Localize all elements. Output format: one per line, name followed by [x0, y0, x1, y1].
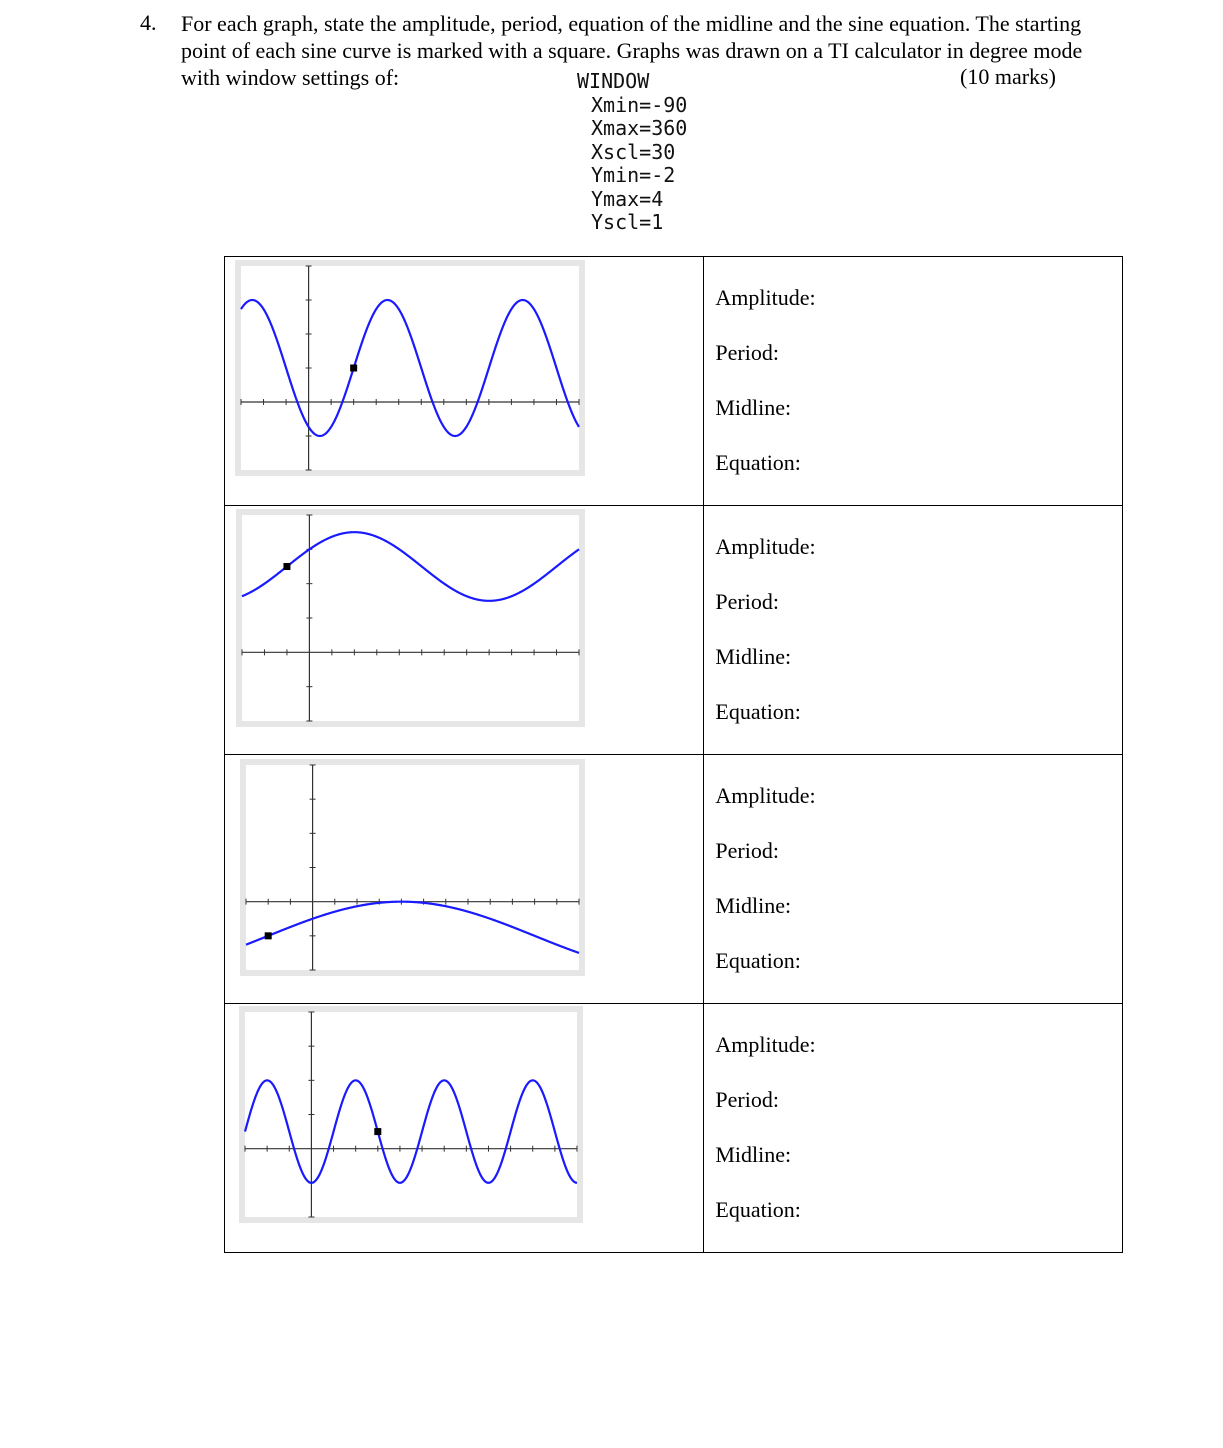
- question-text: For each graph, state the amplitude, period, equation of the midline and the sine equation. The starting point of each sine curve is marked with a square. Graphs was drawn on a TI calculator in degree mode with window settings of:: [181, 11, 1083, 90]
- midline-label: Midline:: [715, 644, 792, 669]
- window-line-ymax: Ymax=4: [591, 186, 664, 211]
- start-point-marker: [265, 932, 272, 939]
- equation-label: Equation:: [715, 948, 801, 973]
- marks-label: (10 marks): [960, 64, 1056, 89]
- calculator-screen: [240, 759, 585, 976]
- graph-cell: [225, 257, 704, 506]
- equation-label: Equation:: [715, 1197, 801, 1222]
- sine-curve: [246, 902, 579, 953]
- equation-label: Equation:: [715, 450, 801, 475]
- midline-label: Midline:: [715, 1142, 792, 1167]
- sine-graph-4: [239, 1006, 583, 1223]
- sine-graph-3: [240, 759, 585, 976]
- table-row: [225, 257, 1123, 506]
- question-number: 4.: [140, 10, 157, 35]
- amplitude-label: Amplitude:: [715, 285, 816, 310]
- period-label: Period:: [715, 838, 779, 863]
- sine-graph-2: [236, 509, 585, 727]
- answer-cell: [704, 1004, 1123, 1253]
- period-label: Period:: [715, 589, 779, 614]
- amplitude-label: Amplitude:: [715, 783, 816, 808]
- window-title: WINDOW: [577, 69, 650, 93]
- amplitude-label: Amplitude:: [715, 1032, 816, 1057]
- window-line-xmin: Xmin=-90: [591, 92, 688, 117]
- amplitude-label: Amplitude:: [715, 534, 816, 559]
- window-settings: [577, 70, 687, 235]
- answer-cell: [704, 257, 1123, 506]
- graph-cell: [225, 506, 704, 755]
- start-point-marker: [350, 365, 357, 372]
- window-line-xscl: Xscl=30: [591, 139, 676, 164]
- table-row: [225, 1004, 1123, 1253]
- graph-cell: [225, 1004, 704, 1253]
- start-point-marker: [283, 563, 290, 570]
- answer-cell: [704, 755, 1123, 1004]
- calculator-screen: [239, 1006, 583, 1223]
- sine-curve: [241, 300, 579, 436]
- sine-graph-1: [235, 260, 585, 476]
- start-point-marker: [374, 1128, 381, 1135]
- table-row: [225, 506, 1123, 755]
- sine-curve: [242, 532, 579, 601]
- window-line-ymin: Ymin=-2: [591, 163, 676, 187]
- table-row: [225, 755, 1123, 1004]
- midline-label: Midline:: [715, 893, 792, 918]
- graph-answer-table: [224, 256, 1123, 1253]
- equation-label: Equation:: [715, 699, 801, 724]
- window-line-xmax: Xmax=360: [591, 116, 688, 140]
- midline-label: Midline:: [715, 395, 792, 420]
- period-label: Period:: [715, 1087, 779, 1112]
- sine-curve: [245, 1080, 577, 1183]
- window-line-yscl: Yscl=1: [591, 210, 664, 234]
- graph-cell: [225, 755, 704, 1004]
- calculator-screen: [235, 260, 585, 476]
- period-label: Period:: [715, 340, 779, 365]
- answer-cell: [704, 506, 1123, 755]
- calculator-screen: [236, 509, 585, 727]
